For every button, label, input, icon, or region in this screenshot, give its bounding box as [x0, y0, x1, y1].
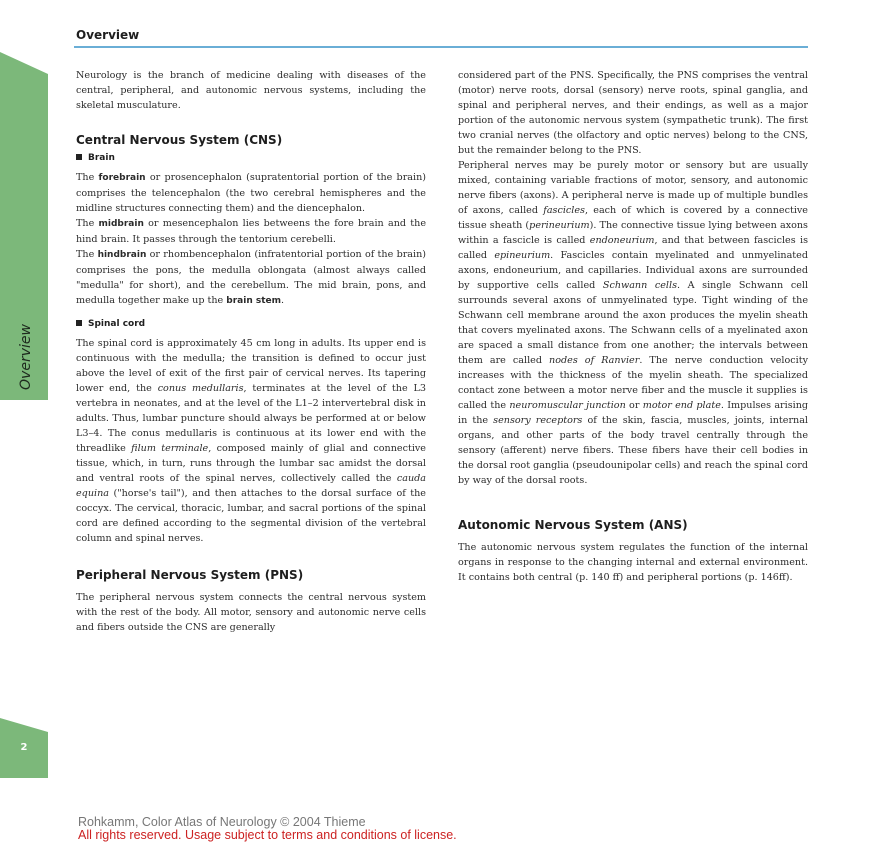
- fascicles-term: fascicles: [543, 205, 585, 216]
- ans-paragraph: The autonomic nervous system regulates the function of the internal organs in response to the changing internal and external environment. It contains both central (p. 140 ff) and peripheral portions (p. 146ff).: [458, 542, 808, 583]
- hindbrain-term: hindbrain: [97, 250, 147, 260]
- header-rule: [74, 46, 808, 48]
- midbrain-term: midbrain: [98, 219, 144, 229]
- running-header: Overview: [76, 28, 140, 42]
- midbrain-paragraph: The midbrain or mesencephalon lies betweens the fore brain and the hind brain. It passes through the tentorium cerebelli.: [76, 218, 426, 245]
- endplate-term: motor end plate: [642, 400, 721, 411]
- cauda-term: cauda equina: [76, 473, 426, 499]
- forebrain-paragraph: The forebrain or prosencephalon (supratentorial portion of the brain) comprises the telencephalon (the two cerebral hemispheres and the midline structures connecting them) and the diencephalon.: [76, 172, 426, 214]
- copyright-credit: Rohkamm, Color Atlas of Neurology © 2004 Thieme: [78, 815, 366, 829]
- page-number: 2: [20, 742, 28, 753]
- ranvier-term: nodes of Ranvier: [549, 355, 640, 366]
- left-column: [76, 68, 426, 635]
- intro-paragraph: Neurology is the branch of medicine dealing with diseases of the central, peripheral, and autonomic nervous systems, including the skeletal musculature.: [76, 70, 426, 111]
- license-notice: All rights reserved. Usage subject to terms and conditions of license.: [78, 828, 457, 842]
- forebrain-term: forebrain: [98, 173, 146, 183]
- epineurium-term: epineurium: [494, 250, 551, 261]
- cns-heading: Central Nervous System (CNS): [76, 133, 283, 147]
- ans-heading: Autonomic Nervous System (ANS): [458, 518, 688, 532]
- pns-intro-paragraph: The peripheral nervous system connects the central nervous system with the rest of the body. All motor, sensory and autonomic nerve cells and fibers outside the CNS are generally: [76, 592, 426, 633]
- brain-stem-term: brain stem: [226, 296, 282, 306]
- peripheral-nerves-paragraph: Peripheral nerves may be purely motor or sensory but are usually mixed, containing variable fractions of motor, sensory, and autonomic nerve fibers (axons). A peripheral nerve is made up of multiple bundles of axons, called fascicles, each of which is covered by a connective tissue sheath (perineurium). The connective tissue lying between axons within a fascicle is called endoneurium, and that between fascicles is called epineurium. Fascicles contain myelinated and unmyelinated axons, endoneurium, and capillaries. Individual axons are surrounded by supportive cells called Schwann cells. A single Schwann cell surrounds several axons of unmyelinated type. Tight winding of the Schwann cell membrane around the axon produces the myelin sheath that covers myelinated axons. The Schwann cells of a myelinated axon are spaced a small distance from one another; the intervals between them are called nodes of Ranvier. The nerve conduction velocity increases with the thickness of the myelin sheath. The specialized contact zone between a motor nerve fiber and the muscle it supplies is called the neuromuscular junction or motor end plate. Impulses arising in the sensory receptors of the skin, fascia, muscles, joints, internal organs, and other parts of the body travel centrally through the sensory (afferent) nerve fibers. These fibers have their cell bodies in the dorsal root ganglia (pseudounipolar cells) and reach the spinal cord by way of the dorsal roots.: [458, 160, 809, 486]
- pns-continued-paragraph: considered part of the PNS. Specifically, the PNS comprises the ventral (motor) nerve roots, dorsal (sensory) nerve roots, spinal ganglia, and spinal and peripheral nerves, and their endings, as well as a major portion of the autonomic nervous system (sympathetic trunk). The first two cranial nerves (the olfactory and optic nerves) belong to the CNS, but the remainder belong to the PNS.: [458, 70, 808, 156]
- conus-term: conus medullaris: [157, 383, 244, 394]
- right-column: [458, 68, 808, 585]
- endoneurium-term: endoneurium: [589, 235, 655, 246]
- side-tab-label: [6, 322, 46, 392]
- filum-term: filum terminale: [131, 443, 209, 454]
- perineurium-term: perineurium: [529, 220, 590, 231]
- pns-heading: Peripheral Nervous System (PNS): [76, 568, 304, 582]
- spinal-cord-heading: Spinal cord: [76, 319, 426, 329]
- schwann-term: Schwann cells: [602, 280, 677, 291]
- brain-heading: Brain: [76, 153, 426, 163]
- nmj-term: neuromuscular junction: [509, 400, 626, 411]
- receptors-term: sensory receptors: [493, 415, 583, 426]
- spinal-cord-paragraph: The spinal cord is approximately 45 cm long in adults. Its upper end is continuous with the medulla; the transition is defined to occur just above the level of exit of the first pair of cervical nerves. Its tapering lower end, the conus medullaris, terminates at the level of the L3 vertebra in neonates, and at the level of the L1–2 intervertebral disk in adults. Thus, lumbar puncture should always be performed at or below L3–4. The conus medullaris is continuous at its lower end with the threadlike filum terminale, composed mainly of glial and connective tissue, which, in turn, runs through the lumbar sac amidst the dorsal and ventral roots of the spinal nerves, collectively called the cauda equina ("horse's tail"), and then attaches to the dorsal surface of the coccyx. The cervical, thoracic, lumbar, and sacral portions of the spinal cord are defined according to the segmental division of the vertebral column and spinal nerves.: [76, 338, 426, 544]
- hindbrain-paragraph: The hindbrain or rhombencephalon (infratentorial portion of the brain) comprises the pons, the medulla oblongata (almost always called "medulla" for short), and the cerebellum. The mid brain, pons, and medulla together make up the brain stem.: [76, 249, 427, 306]
- side-tab-text: Overview: [18, 324, 35, 390]
